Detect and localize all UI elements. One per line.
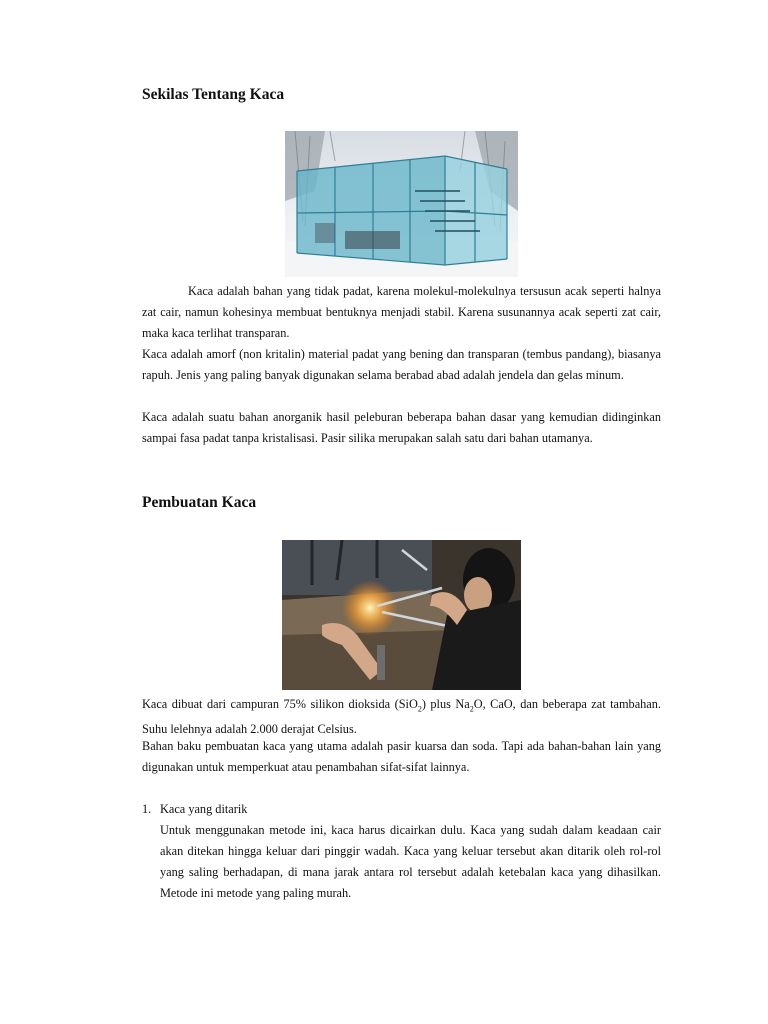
paragraph-definition-2: Kaca adalah amorf (non kritalin) material padat yang bening dan transparan (tembus pandang), biasanya rapuh. Jenis yang paling banyak digunakan selama berabad abad adalah jendela dan gelas minum.	[142, 347, 661, 382]
glass-house-photo	[285, 131, 518, 277]
composition-text-a: Kaca dibuat dari campuran 75% silikon dioksida (SiO	[142, 697, 418, 711]
list-number: 1.	[142, 802, 152, 816]
composition-text-b: ) plus Na	[421, 697, 470, 711]
paragraph-definition-3: Kaca adalah suatu bahan anorganik hasil peleburan beberapa bahan dasar yang kemudian didinginkan sampai fasa padat tanpa kristalisasi. Pasir silika merupakan salah satu dari bahan utamanya.	[142, 410, 661, 445]
glassworker-photo	[282, 540, 521, 690]
list-item-1-body: Untuk menggunakan metode ini, kaca harus dicairkan dulu. Kaca yang sudah dalam keadaan cair akan ditekan hingga keluar dari pinggir wadah. Kaca yang keluar tersebut akan ditarik oleh rol-rol yang saling berhadapan, di mana jarak antara rol tersebut adalah ketebalan kaca yang dihasilkan. Metode ini metode yang paling murah.	[160, 823, 661, 900]
composition-text-c: O, CaO, dan beberapa zat tambahan. Suhu lelehnya adalah 2.000 derajat Celsius.	[142, 697, 661, 737]
section-heading-pembuatan: Pembuatan Kaca	[142, 494, 257, 511]
list-title: Kaca yang ditarik	[160, 802, 248, 816]
paragraph-raw-materials: Bahan baku pembuatan kaca yang utama adalah pasir kuarsa dan soda. Tapi ada bahan-bahan lain yang digunakan untuk memperkuat atau penambahan sifat-sifat lainnya.	[142, 739, 661, 774]
paragraph-definition-1: Kaca adalah bahan yang tidak padat, karena molekul-molekulnya tersusun acak seperti halnya zat cair, namun kohesinya membuat bentuknya menjadi stabil. Karena susunannya acak seperti zat cair, maka kaca terlihat transparan.	[142, 284, 661, 340]
subscript-2b: 2	[469, 704, 474, 714]
subscript-2: 2	[417, 704, 422, 714]
section-heading-sekilas: Sekilas Tentang Kaca	[142, 86, 285, 103]
paragraph-composition	[142, 694, 661, 740]
